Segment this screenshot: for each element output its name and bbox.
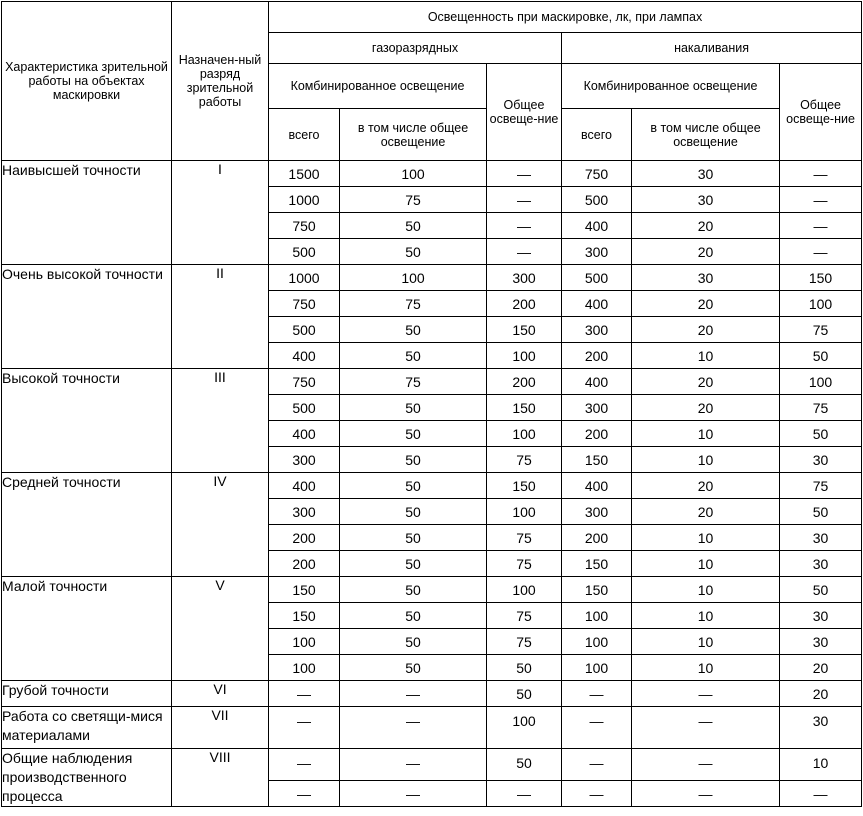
- value-cell: 100: [562, 629, 632, 655]
- value-cell: 150: [487, 317, 562, 343]
- row-characteristic: Грубой точности: [2, 681, 172, 707]
- value-cell: 400: [562, 473, 632, 499]
- value-cell: 30: [632, 187, 780, 213]
- value-cell: 150: [780, 265, 862, 291]
- value-cell: 200: [562, 343, 632, 369]
- value-cell: 20: [632, 473, 780, 499]
- value-cell: 75: [780, 317, 862, 343]
- value-cell: 500: [269, 395, 340, 421]
- value-cell: 75: [340, 369, 487, 395]
- value-cell: 75: [340, 187, 487, 213]
- value-cell: 10: [632, 447, 780, 473]
- value-cell: 50: [340, 551, 487, 577]
- value-cell: 100: [269, 629, 340, 655]
- value-cell: 150: [562, 577, 632, 603]
- value-cell: 30: [632, 265, 780, 291]
- row-characteristic: Работа со светящи-мися материалами: [2, 707, 172, 749]
- value-cell: 30: [780, 551, 862, 577]
- value-cell: 50: [780, 577, 862, 603]
- row-characteristic: Малой точности: [2, 577, 172, 681]
- header-combined-incandescent: Комбинированное освещение: [562, 64, 780, 109]
- header-discharge-lamps: газоразрядных: [269, 33, 562, 64]
- value-cell: 200: [562, 525, 632, 551]
- value-cell: 150: [562, 447, 632, 473]
- value-cell: 75: [780, 395, 862, 421]
- table-row: [2, 681, 862, 707]
- value-cell: —: [269, 707, 340, 749]
- header-incandescent-lamps: накаливания: [562, 33, 862, 64]
- value-cell: —: [487, 781, 562, 807]
- header-total-discharge: всего: [269, 109, 340, 161]
- value-cell: 100: [269, 655, 340, 681]
- row-category: VII: [172, 707, 269, 749]
- value-cell: 500: [562, 265, 632, 291]
- value-cell: 50: [340, 629, 487, 655]
- value-cell: 750: [562, 161, 632, 187]
- value-cell: 20: [780, 681, 862, 707]
- value-cell: 100: [562, 603, 632, 629]
- header-incl-general-incandescent: в том числе общее освещение: [632, 109, 780, 161]
- value-cell: 75: [780, 473, 862, 499]
- value-cell: 150: [562, 551, 632, 577]
- value-cell: 400: [269, 421, 340, 447]
- table-row: [2, 577, 862, 603]
- value-cell: 200: [269, 525, 340, 551]
- value-cell: 75: [487, 603, 562, 629]
- value-cell: 50: [780, 343, 862, 369]
- value-cell: 400: [269, 343, 340, 369]
- header-illuminance: Освещенность при маскировке, лк, при лампах: [269, 2, 862, 33]
- header-category: Назначен-ный разряд зрительной работы: [172, 2, 269, 161]
- value-cell: —: [487, 161, 562, 187]
- table-row: [2, 707, 862, 749]
- value-cell: 150: [269, 577, 340, 603]
- value-cell: 50: [780, 499, 862, 525]
- value-cell: 50: [340, 473, 487, 499]
- value-cell: —: [487, 213, 562, 239]
- value-cell: 150: [269, 603, 340, 629]
- row-category: V: [172, 577, 269, 681]
- value-cell: 30: [632, 161, 780, 187]
- value-cell: 50: [340, 577, 487, 603]
- value-cell: —: [632, 749, 780, 781]
- value-cell: 100: [562, 655, 632, 681]
- value-cell: 300: [562, 395, 632, 421]
- value-cell: —: [562, 707, 632, 749]
- value-cell: 400: [562, 213, 632, 239]
- value-cell: 1000: [269, 265, 340, 291]
- row-category: IV: [172, 473, 269, 577]
- value-cell: 50: [340, 421, 487, 447]
- value-cell: 50: [340, 603, 487, 629]
- value-cell: 75: [487, 551, 562, 577]
- header-combined-discharge: Комбинированное освещение: [269, 64, 487, 109]
- value-cell: 100: [487, 499, 562, 525]
- value-cell: 10: [632, 603, 780, 629]
- value-cell: 200: [487, 369, 562, 395]
- value-cell: 20: [780, 655, 862, 681]
- value-cell: 50: [340, 239, 487, 265]
- row-characteristic: Наивысшей точности: [2, 161, 172, 265]
- value-cell: 50: [340, 395, 487, 421]
- value-cell: —: [340, 681, 487, 707]
- row-category: VI: [172, 681, 269, 707]
- value-cell: 200: [562, 421, 632, 447]
- value-cell: 20: [632, 317, 780, 343]
- value-cell: 400: [562, 369, 632, 395]
- row-characteristic: Высокой точности: [2, 369, 172, 473]
- value-cell: 20: [632, 369, 780, 395]
- header-general-incandescent: Общее освеще-ние: [780, 64, 862, 161]
- row-category: VIII: [172, 749, 269, 807]
- value-cell: 300: [562, 317, 632, 343]
- illuminance-norms-table: [1, 1, 862, 807]
- value-cell: 100: [780, 291, 862, 317]
- table-row: [2, 265, 862, 291]
- header-total-incandescent: всего: [562, 109, 632, 161]
- value-cell: 100: [487, 577, 562, 603]
- value-cell: —: [780, 161, 862, 187]
- value-cell: 10: [632, 525, 780, 551]
- value-cell: 400: [269, 473, 340, 499]
- value-cell: 1000: [269, 187, 340, 213]
- value-cell: 10: [632, 655, 780, 681]
- value-cell: —: [562, 749, 632, 781]
- table-body: [2, 161, 862, 807]
- header-characteristic: Характеристика зрительной работы на объектах маскировки: [2, 2, 172, 161]
- value-cell: 20: [632, 499, 780, 525]
- value-cell: 50: [340, 525, 487, 551]
- value-cell: 30: [780, 603, 862, 629]
- value-cell: 20: [632, 395, 780, 421]
- value-cell: 400: [562, 291, 632, 317]
- value-cell: 10: [632, 629, 780, 655]
- value-cell: 30: [780, 525, 862, 551]
- value-cell: 1500: [269, 161, 340, 187]
- row-characteristic: Общие наблюдения производственного процесса: [2, 749, 172, 807]
- value-cell: 50: [340, 343, 487, 369]
- header-general-discharge: Общее освеще-ние: [487, 64, 562, 161]
- value-cell: 100: [487, 707, 562, 749]
- value-cell: 50: [340, 317, 487, 343]
- value-cell: 10: [632, 343, 780, 369]
- row-category: I: [172, 161, 269, 265]
- value-cell: 150: [487, 395, 562, 421]
- value-cell: 10: [780, 749, 862, 781]
- value-cell: 50: [340, 655, 487, 681]
- value-cell: 30: [780, 447, 862, 473]
- value-cell: 500: [269, 239, 340, 265]
- value-cell: 50: [487, 655, 562, 681]
- value-cell: —: [562, 681, 632, 707]
- value-cell: —: [632, 707, 780, 749]
- value-cell: 750: [269, 291, 340, 317]
- value-cell: —: [780, 239, 862, 265]
- table-row: [2, 161, 862, 187]
- value-cell: 75: [340, 291, 487, 317]
- table-row: [2, 749, 862, 781]
- value-cell: 20: [632, 291, 780, 317]
- value-cell: 300: [487, 265, 562, 291]
- value-cell: —: [632, 781, 780, 807]
- row-category: II: [172, 265, 269, 369]
- value-cell: 75: [487, 525, 562, 551]
- table-row: [2, 369, 862, 395]
- value-cell: 750: [269, 213, 340, 239]
- value-cell: 500: [269, 317, 340, 343]
- value-cell: 300: [562, 239, 632, 265]
- value-cell: 30: [780, 707, 862, 749]
- value-cell: 75: [487, 447, 562, 473]
- value-cell: 100: [487, 421, 562, 447]
- value-cell: 50: [487, 749, 562, 781]
- value-cell: —: [632, 681, 780, 707]
- value-cell: 50: [487, 681, 562, 707]
- table-row: [2, 473, 862, 499]
- value-cell: —: [780, 187, 862, 213]
- value-cell: 50: [780, 421, 862, 447]
- value-cell: 500: [562, 187, 632, 213]
- value-cell: 300: [269, 447, 340, 473]
- value-cell: 200: [487, 291, 562, 317]
- row-category: III: [172, 369, 269, 473]
- value-cell: 300: [269, 499, 340, 525]
- value-cell: —: [780, 781, 862, 807]
- value-cell: —: [780, 213, 862, 239]
- row-characteristic: Средней точности: [2, 473, 172, 577]
- value-cell: 20: [632, 213, 780, 239]
- value-cell: 10: [632, 421, 780, 447]
- value-cell: 100: [340, 161, 487, 187]
- value-cell: 50: [340, 499, 487, 525]
- value-cell: 30: [780, 629, 862, 655]
- value-cell: 200: [269, 551, 340, 577]
- value-cell: —: [340, 749, 487, 781]
- table-header: [2, 2, 862, 161]
- value-cell: —: [269, 781, 340, 807]
- row-characteristic: Очень высокой точности: [2, 265, 172, 369]
- value-cell: 75: [487, 629, 562, 655]
- value-cell: —: [562, 781, 632, 807]
- value-cell: —: [269, 681, 340, 707]
- value-cell: 10: [632, 551, 780, 577]
- value-cell: —: [340, 781, 487, 807]
- value-cell: 100: [487, 343, 562, 369]
- value-cell: 20: [632, 239, 780, 265]
- value-cell: —: [269, 749, 340, 781]
- value-cell: —: [340, 707, 487, 749]
- value-cell: 750: [269, 369, 340, 395]
- header-incl-general-discharge: в том числе общее освещение: [340, 109, 487, 161]
- value-cell: 100: [780, 369, 862, 395]
- value-cell: 50: [340, 447, 487, 473]
- value-cell: 100: [340, 265, 487, 291]
- value-cell: —: [487, 187, 562, 213]
- value-cell: 10: [632, 577, 780, 603]
- value-cell: —: [487, 239, 562, 265]
- value-cell: 300: [562, 499, 632, 525]
- value-cell: 50: [340, 213, 487, 239]
- value-cell: 150: [487, 473, 562, 499]
